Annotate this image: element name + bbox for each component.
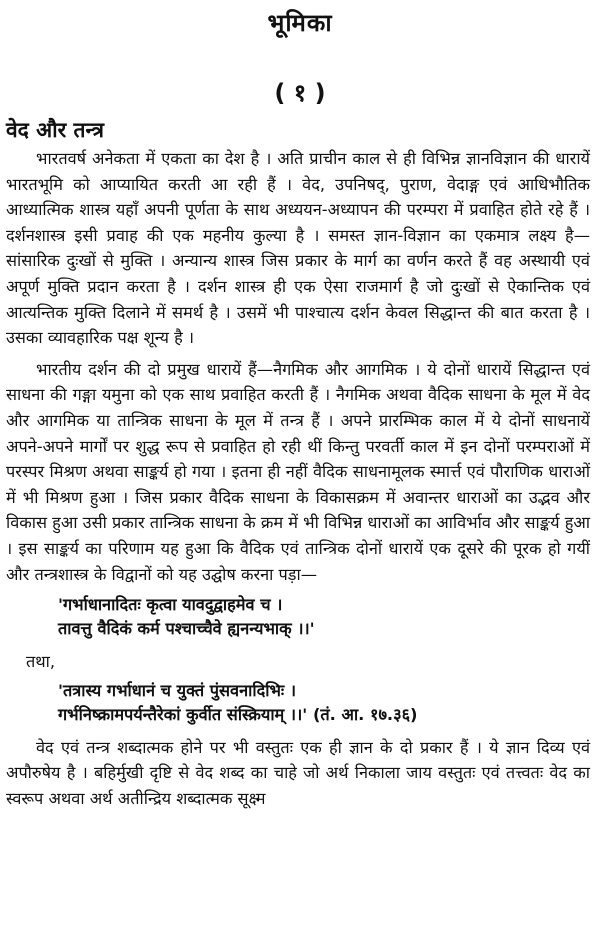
- verse-2-line-1: 'तत्रास्य गर्भाधानं च युक्तं पुंसवनादिभिः ।: [58, 680, 297, 700]
- connector-text: तथा,: [26, 652, 56, 672]
- paragraph-1: भारतवर्ष अनेकता में एकता का देश है । अति प्राचीन काल से ही विभिन्न ज्ञानविज्ञान की धारायें भारतभूमि को आप्यायित करती आ रही हैं । वेद, उपनिषद्, पुराण, वेदाङ्ग एवं आधिभौतिक आध्यात्मिक शास्त्र यहाँ अपनी पूर्णता के साथ अध्ययन-अध्यापन की परम्परा में प्रवाहित होते रहे हैं । दर्शनशास्त्र इसी प्रवाह की एक महनीय कुल्या है । समस्त ज्ञान-विज्ञान का एकमात्र लक्ष्य है—सांसारिक दुःखों से मुक्ति । अन्यान्य शास्त्र जिस प्रकार के मार्ग का वर्णन करते हैं वह अस्थायी एवं अपूर्ण मुक्ति प्रदान करता है । दर्शन शास्त्र ही एक ऐसा राजमार्ग है जो दुःखों से ऐकान्तिक एवं आत्यन्तिक मुक्ति दिलाने में समर्थ है । उसमें भी पाश्चात्य दर्शन केवल सिद्धान्त की बात करता है । उसका व्यावहारिक पक्ष शून्य है ।: [6, 149, 590, 348]
- verse-2-line-2-text: गर्भनिष्क्रामपर्यन्तैरेकां कुर्वीत संस्क्रियाम् ।।': [58, 704, 308, 724]
- page-title: भूमिका: [267, 9, 333, 37]
- paragraph-2: भारतीय दर्शन की दो प्रमुख धारायें हैं—नैगमिक और आगमिक । ये दोनों धारायें सिद्धान्त एवं साधना की गङ्गा यमुना को एक साथ प्रवाहित करती हैं । नैगमिक अथवा वैदिक साधना के मूल में वेद और आगमिक या तान्त्रिक साधना के मूल में तन्त्र हैं । अपने प्रारम्भिक काल में ये दोनों साधनायें अपने-अपने मार्गों पर शुद्ध रूप से प्रवाहित हो रही थीं किन्तु परवर्ती काल में इन दोनों परम्पराओं में परस्पर मिश्रण अथवा साङ्कर्य हो गया । इतना ही नहीं वैदिक साधनामूलक स्मार्त्त एवं पौराणिक धाराओं में भी मिश्रण हुआ । जिस प्रकार वैदिक साधना के विकासक्रम में अवान्तर धाराओं का उद्भव और विकास हुआ उसी प्रकार तान्त्रिक साधना के क्रम में भी विभिन्न धाराओं का आविर्भाव और साङ्कर्य हुआ । इस साङ्कर्य का परिणाम यह हुआ कि वैदिक एवं तान्त्रिक दोनों धारायें एक दूसरे की पूरक हो गयीं और तन्त्रशास्त्र के विद्वानों को यह उद्घोष करना पड़ा—: [6, 359, 590, 584]
- chapter-number: ( १ ): [274, 79, 326, 107]
- paragraph-3: वेद एवं तन्त्र शब्दात्मक होने पर भी वस्तुतः एक ही ज्ञान के दो प्रकार हैं । ये ज्ञान दिव्य एवं अपौरुषेय है । बहिर्मुखी दृष्टि से वेद शब्द का चाहे जो अर्थ निकाला जाय वस्तुतः एवं तत्त्वतः वेद का स्वरूप अथवा अर्थ अतीन्द्रिय शब्दात्मक सूक्ष्म: [6, 737, 590, 808]
- verse-reference: (तं. आ. १७.३६): [312, 704, 418, 724]
- verse-quote-2: [58, 679, 590, 727]
- body-text: [6, 146, 590, 817]
- verse-1-line-1: 'गर्भाधानादितः कृत्वा यावदुद्वाहमेव च ।: [58, 595, 283, 615]
- verse-1-line-2: तावत्तु वैदिकं कर्म पश्चाच्चैवे ह्यनन्यभाक् ।।': [58, 619, 315, 639]
- verse-quote-1: [58, 593, 590, 641]
- section-heading: वेद और तन्त्र: [6, 118, 104, 142]
- verse-2-line-2: [58, 703, 590, 727]
